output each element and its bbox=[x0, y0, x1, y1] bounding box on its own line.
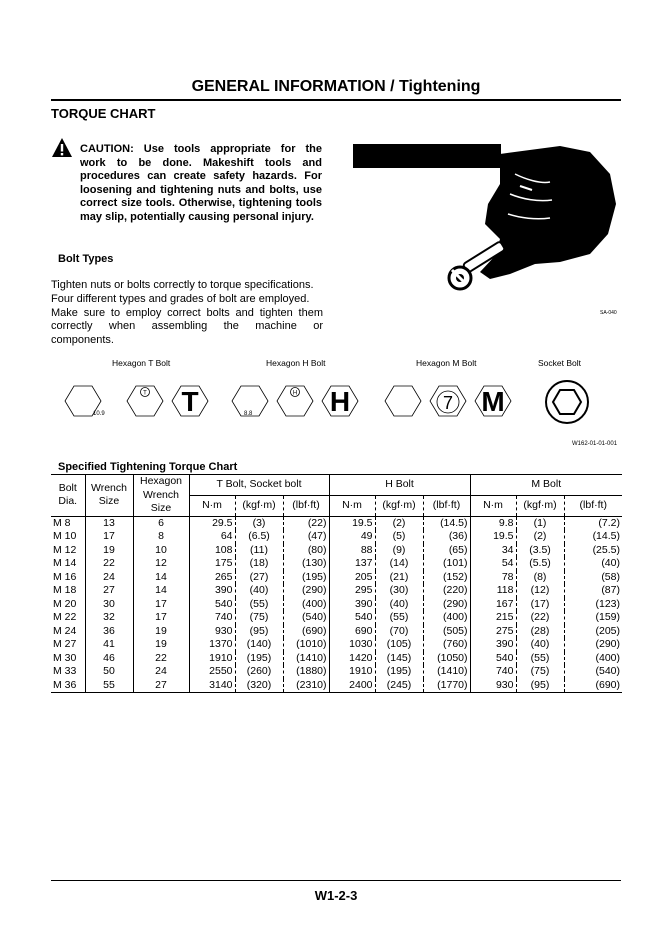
bolt-dia-header: Bolt Dia. bbox=[51, 475, 85, 517]
t-bolt-nm-cell: 3140 bbox=[189, 679, 235, 693]
t-bolt-lbfft-cell: (1010) bbox=[283, 638, 329, 652]
h-bolt-kgfm-cell: (5) bbox=[375, 530, 423, 544]
m-number-mark: 7 bbox=[442, 393, 454, 413]
caution-line: procedures can create safety hazards. For bbox=[80, 170, 322, 183]
t-bolt-nm-cell: 1910 bbox=[189, 652, 235, 666]
m-bolt-nm-cell: 540 bbox=[470, 652, 516, 666]
h-bolt-kgfm-cell: (195) bbox=[375, 665, 423, 679]
m-bolt-lbfft-cell: (290) bbox=[564, 638, 622, 652]
t-bolt-kgfm-cell: (55) bbox=[235, 598, 283, 612]
m-bolt-nm-cell: 118 bbox=[470, 584, 516, 598]
hex-wrench-size-cell: 19 bbox=[133, 638, 189, 652]
t-bolt-kgfm-cell: (195) bbox=[235, 652, 283, 666]
hex-wrench-size-cell: 6 bbox=[133, 516, 189, 530]
h-bolt-lbfft-cell: (400) bbox=[423, 611, 470, 625]
bolt-dia-cell: M 30 bbox=[53, 651, 77, 664]
h-bolt-lbfft-cell: (220) bbox=[423, 584, 470, 598]
m-bolt-kgfm-cell: (17) bbox=[516, 598, 564, 612]
unit-header-nm: N·m bbox=[470, 495, 516, 516]
section-title: TORQUE CHART bbox=[51, 106, 156, 121]
t-bolt-lbfft-cell: (690) bbox=[283, 625, 329, 639]
bolt-dia-cell: M 16 bbox=[53, 570, 77, 583]
m-bolt-nm-cell: 19.5 bbox=[470, 530, 516, 544]
hex-wrench-size-cell: 10 bbox=[133, 544, 189, 558]
unit-header-kgfm: (kgf·m) bbox=[235, 495, 283, 516]
h-bolt-lbfft-cell: (152) bbox=[423, 571, 470, 585]
m-bolt-nm-cell: 34 bbox=[470, 544, 516, 558]
hex-wrench-size-cell: 24 bbox=[133, 665, 189, 679]
hand-wrench-illustration bbox=[440, 144, 616, 296]
t-bolt-nm-cell: 390 bbox=[189, 584, 235, 598]
t-bolt-lbfft-cell: (1410) bbox=[283, 652, 329, 666]
t-bolt-kgfm-cell: (320) bbox=[235, 679, 283, 693]
t-bolt-kgfm-cell: (11) bbox=[235, 544, 283, 558]
bolt-dia-cell: M 27 bbox=[53, 638, 77, 650]
unit-header-kgfm: (kgf·m) bbox=[375, 495, 423, 516]
h-bolt-lbfft-cell: (290) bbox=[423, 598, 470, 612]
table-row bbox=[51, 665, 622, 679]
t-bolt-lbfft-cell: (47) bbox=[283, 530, 329, 544]
t-bolt-kgfm-cell: (260) bbox=[235, 665, 283, 679]
h-bolt-lbfft-cell: (1410) bbox=[423, 665, 470, 679]
t-bolt-lbfft-cell: (130) bbox=[283, 557, 329, 571]
page-number: W1-2-3 bbox=[314, 888, 358, 903]
h-bolt-nm-cell: 205 bbox=[329, 571, 375, 585]
torque-table bbox=[51, 474, 622, 693]
m-bolt-lbfft-cell: (87) bbox=[564, 584, 622, 598]
h-bolt-lbfft-cell: (1770) bbox=[423, 679, 470, 693]
h-bolt-nm-cell: 295 bbox=[329, 584, 375, 598]
table-row bbox=[51, 625, 622, 639]
h-bolt-nm-cell: 390 bbox=[329, 598, 375, 612]
t-bolt-nm-cell: 64 bbox=[189, 530, 235, 544]
wrench-size-cell: 50 bbox=[85, 665, 133, 679]
t-bolt-kgfm-cell: (40) bbox=[235, 584, 283, 598]
t-bolt-lbfft-cell: (22) bbox=[283, 516, 329, 530]
t-bolt-kgfm-cell: (27) bbox=[235, 571, 283, 585]
hexagon-t-bolt-label: Hexagon T Bolt bbox=[112, 358, 171, 368]
wrench-size-cell: 22 bbox=[85, 557, 133, 571]
wrench-size-cell: 30 bbox=[85, 598, 133, 612]
unit-header-lbfft: (lbf·ft) bbox=[283, 495, 329, 516]
h-bolt-nm-cell: 1910 bbox=[329, 665, 375, 679]
h-bolt-kgfm-cell: (105) bbox=[375, 638, 423, 652]
t-bolt-kgfm-cell: (3) bbox=[235, 516, 283, 530]
bolt-dia-cell: M 14 bbox=[53, 557, 77, 569]
h-bolt-header: H Bolt bbox=[329, 475, 470, 496]
m-bolt-kgfm-cell: (2) bbox=[516, 530, 564, 544]
socket-bolt-label: Socket Bolt bbox=[538, 358, 581, 368]
h-bolt-kgfm-cell: (70) bbox=[375, 625, 423, 639]
caution-warning-icon bbox=[51, 137, 73, 159]
m-bolt-lbfft-cell: (7.2) bbox=[564, 516, 622, 530]
unit-header-lbfft: (lbf·ft) bbox=[564, 495, 622, 516]
bolt-dia-cell: M 36 bbox=[51, 679, 85, 693]
m-bolt-nm-cell: 78 bbox=[470, 571, 516, 585]
bolt-dia-cell: M 12 bbox=[53, 543, 77, 556]
t-bolt-lbfft-cell: (1880) bbox=[283, 665, 329, 679]
bolt-dia-cell: M 18 bbox=[53, 584, 77, 596]
t-bolt-lbfft-cell: (2310) bbox=[283, 679, 329, 693]
wrench-size-cell: 32 bbox=[85, 611, 133, 625]
h-bolt-kgfm-cell: (145) bbox=[375, 652, 423, 666]
unit-header-nm: N·m bbox=[329, 495, 375, 516]
h-bolt-lbfft-cell: (65) bbox=[423, 544, 470, 558]
table-row bbox=[51, 679, 622, 693]
h-bolt-kgfm-cell: (30) bbox=[375, 584, 423, 598]
caution-line: work to be done. Makeshift tools and bbox=[80, 156, 322, 169]
m-bolt-nm-cell: 390 bbox=[470, 638, 516, 652]
m-bolt-kgfm-cell: (22) bbox=[516, 611, 564, 625]
paragraph-line: Tighten nuts or bolts correctly to torque specifications. bbox=[51, 279, 314, 291]
hexagon-m-bolt-label: Hexagon M Bolt bbox=[416, 358, 477, 368]
table-row bbox=[51, 530, 622, 544]
m-bolt-lbfft-cell: (159) bbox=[564, 611, 622, 625]
table-row bbox=[51, 557, 622, 571]
m-bolt-lbfft-cell: (14.5) bbox=[564, 530, 622, 544]
caution-line: CAUTION: Use tools appropriate for the bbox=[80, 143, 322, 155]
table-row bbox=[51, 652, 622, 666]
h-bolt-nm-cell: 137 bbox=[329, 557, 375, 571]
m-bolt-kgfm-cell: (28) bbox=[516, 625, 564, 639]
h-bolt-lbfft-cell: (505) bbox=[423, 625, 470, 639]
table-row bbox=[51, 638, 622, 652]
t-bolt-lbfft-cell: (195) bbox=[283, 571, 329, 585]
hex-wrench-size-cell: 14 bbox=[133, 584, 189, 598]
h-bolt-kgfm-cell: (245) bbox=[375, 679, 423, 693]
caution-line: loosening and tightening nuts and bolts, use bbox=[80, 183, 322, 196]
page-header-title: GENERAL INFORMATION / Tightening bbox=[191, 78, 481, 95]
table-row bbox=[51, 611, 622, 625]
hex-wrench-size-cell: 12 bbox=[133, 557, 189, 571]
h-bolt-lbfft-cell: (1050) bbox=[423, 652, 470, 666]
m-bolt-kgfm-cell: (55) bbox=[516, 652, 564, 666]
t-grade-mark: 10.9 bbox=[93, 411, 105, 417]
h-letter-mark: H bbox=[329, 386, 351, 417]
wrench-size-cell: 13 bbox=[85, 516, 133, 530]
m-bolt-lbfft-cell: (690) bbox=[564, 679, 622, 693]
table-row bbox=[51, 571, 622, 585]
t-bolt-kgfm-cell: (140) bbox=[235, 638, 283, 652]
h-bolt-kgfm-cell: (40) bbox=[375, 598, 423, 612]
paragraph-line: correctly when assembling the machine or bbox=[51, 320, 323, 333]
h-bolt-kgfm-cell: (9) bbox=[375, 544, 423, 558]
hex-wrench-size-cell: 22 bbox=[133, 652, 189, 666]
m-bolt-kgfm-cell: (8) bbox=[516, 571, 564, 585]
m-bolt-nm-cell: 215 bbox=[470, 611, 516, 625]
h-bolt-lbfft-cell: (101) bbox=[423, 557, 470, 571]
m-bolt-lbfft-cell: (205) bbox=[564, 625, 622, 639]
wrench-size-cell: 24 bbox=[85, 571, 133, 585]
m-bolt-kgfm-cell: (95) bbox=[516, 679, 564, 693]
h-bolt-nm-cell: 540 bbox=[329, 611, 375, 625]
t-bolt-nm-cell: 930 bbox=[189, 625, 235, 639]
m-bolt-kgfm-cell: (5.5) bbox=[516, 557, 564, 571]
t-letter-mark: T bbox=[181, 386, 199, 417]
m-bolt-kgfm-cell: (1) bbox=[516, 516, 564, 530]
t-bolt-lbfft-cell: (400) bbox=[283, 598, 329, 612]
h-bolt-kgfm-cell: (55) bbox=[375, 611, 423, 625]
header-rule bbox=[51, 99, 621, 101]
m-bolt-nm-cell: 9.8 bbox=[470, 516, 516, 530]
caution-line: correct size tools. Otherwise, tightening tools bbox=[80, 197, 322, 210]
m-bolt-lbfft-cell: (123) bbox=[564, 598, 622, 612]
h-bolt-nm-cell: 88 bbox=[329, 544, 375, 558]
bolt-dia-cell: M 22 bbox=[53, 611, 77, 623]
h-bolt-nm-cell: 690 bbox=[329, 625, 375, 639]
h-bolt-nm-cell: 49 bbox=[329, 530, 375, 544]
t-bolt-nm-cell: 108 bbox=[189, 544, 235, 558]
footer-rule bbox=[51, 880, 621, 881]
t-symbol-mark: T bbox=[143, 390, 147, 397]
h-bolt-kgfm-cell: (21) bbox=[375, 571, 423, 585]
t-bolt-lbfft-cell: (290) bbox=[283, 584, 329, 598]
h-bolt-lbfft-cell: (36) bbox=[423, 530, 470, 544]
hex-wrench-size-cell: 27 bbox=[133, 679, 189, 693]
unit-header-kgfm: (kgf·m) bbox=[516, 495, 564, 516]
paragraph-line: Make sure to employ correct bolts and tighten them bbox=[51, 306, 323, 319]
t-bolt-nm-cell: 740 bbox=[189, 611, 235, 625]
wrench-size-cell: 46 bbox=[85, 652, 133, 666]
h-symbol-mark: H bbox=[292, 390, 298, 397]
t-bolt-nm-cell: 265 bbox=[189, 571, 235, 585]
hexagon-h-bolt-label: Hexagon H Bolt bbox=[266, 358, 326, 368]
table-row bbox=[51, 584, 622, 598]
t-bolt-kgfm-cell: (18) bbox=[235, 557, 283, 571]
paragraph-line: components. bbox=[51, 334, 114, 347]
t-bolt-lbfft-cell: (80) bbox=[283, 544, 329, 558]
hex-wrench-size-cell: 17 bbox=[133, 598, 189, 612]
t-bolt-header: T Bolt, Socket bolt bbox=[189, 475, 329, 496]
hex-wrench-size-cell: 8 bbox=[133, 530, 189, 544]
hex-head-m-plain bbox=[385, 386, 421, 416]
wrench-size-cell: 55 bbox=[85, 679, 133, 693]
unit-header-nm: N·m bbox=[189, 495, 235, 516]
wrench-size-cell: 19 bbox=[85, 544, 133, 558]
m-bolt-header: M Bolt bbox=[470, 475, 622, 496]
m-bolt-nm-cell: 275 bbox=[470, 625, 516, 639]
torque-table-body bbox=[51, 516, 622, 693]
h-bolt-nm-cell: 1420 bbox=[329, 652, 375, 666]
h-bolt-kgfm-cell: (14) bbox=[375, 557, 423, 571]
paragraph-line: Four different types and grades of bolt are employed. bbox=[51, 292, 310, 305]
bolt-dia-cell: M 8 bbox=[53, 516, 71, 529]
wrench-size-cell: 41 bbox=[85, 638, 133, 652]
h-grade-mark: 8.8 bbox=[244, 411, 253, 417]
m-bolt-nm-cell: 167 bbox=[470, 598, 516, 612]
h-bolt-lbfft-cell: (14.5) bbox=[423, 516, 470, 530]
hex-wrench-size-cell: 19 bbox=[133, 625, 189, 639]
m-bolt-kgfm-cell: (40) bbox=[516, 638, 564, 652]
bolt-types-heading: Bolt Types bbox=[58, 253, 114, 265]
m-bolt-lbfft-cell: (25.5) bbox=[564, 544, 622, 558]
bolt-dia-cell: M 20 bbox=[53, 597, 77, 610]
wrench-size-cell: 27 bbox=[85, 584, 133, 598]
bolt-types-diagram bbox=[51, 372, 622, 438]
h-bolt-lbfft-cell: (760) bbox=[423, 638, 470, 652]
hex-wrench-size-cell: 14 bbox=[133, 571, 189, 585]
t-bolt-lbfft-cell: (540) bbox=[283, 611, 329, 625]
table-row bbox=[51, 516, 622, 530]
h-bolt-kgfm-cell: (2) bbox=[375, 516, 423, 530]
bolt-dia-cell: M 10 bbox=[53, 530, 77, 542]
bolt-dia-cell: M 24 bbox=[53, 624, 77, 637]
wrench-size-cell: 36 bbox=[85, 625, 133, 639]
t-bolt-nm-cell: 1370 bbox=[189, 638, 235, 652]
m-bolt-nm-cell: 740 bbox=[470, 665, 516, 679]
h-bolt-nm-cell: 1030 bbox=[329, 638, 375, 652]
t-bolt-nm-cell: 2550 bbox=[189, 665, 235, 679]
bolt-figure-code: W162-01-01-001 bbox=[572, 441, 618, 447]
torque-chart-title: Specified Tightening Torque Chart bbox=[58, 461, 238, 473]
m-bolt-lbfft-cell: (540) bbox=[564, 665, 622, 679]
t-bolt-nm-cell: 175 bbox=[189, 557, 235, 571]
table-row bbox=[51, 598, 622, 612]
caution-line: may slip, potentially causing personal injury. bbox=[80, 210, 314, 223]
m-letter-mark: M bbox=[481, 386, 505, 417]
m-bolt-kgfm-cell: (3.5) bbox=[516, 544, 564, 558]
m-bolt-lbfft-cell: (58) bbox=[564, 571, 622, 585]
m-bolt-lbfft-cell: (400) bbox=[564, 652, 622, 666]
bolt-types-paragraph bbox=[51, 279, 323, 348]
wrench-size-header: Wrench Size bbox=[85, 475, 133, 517]
m-bolt-nm-cell: 930 bbox=[470, 679, 516, 693]
wrench-size-cell: 17 bbox=[85, 530, 133, 544]
t-bolt-nm-cell: 540 bbox=[189, 598, 235, 612]
m-bolt-lbfft-cell: (40) bbox=[564, 557, 622, 571]
t-bolt-nm-cell: 29.5 bbox=[189, 516, 235, 530]
m-bolt-kgfm-cell: (75) bbox=[516, 665, 564, 679]
unit-header-lbfft: (lbf·ft) bbox=[423, 495, 470, 516]
figure-code: SA-040 bbox=[600, 310, 617, 316]
hex-wrench-size-header: Hexagon Wrench Size bbox=[133, 475, 189, 517]
table-row bbox=[51, 544, 622, 558]
m-bolt-nm-cell: 54 bbox=[470, 557, 516, 571]
bolt-dia-cell: M 33 bbox=[53, 665, 77, 677]
t-bolt-kgfm-cell: (6.5) bbox=[235, 530, 283, 544]
caution-text bbox=[80, 143, 322, 225]
h-bolt-nm-cell: 2400 bbox=[329, 679, 375, 693]
t-bolt-kgfm-cell: (95) bbox=[235, 625, 283, 639]
hex-wrench-size-cell: 17 bbox=[133, 611, 189, 625]
h-bolt-nm-cell: 19.5 bbox=[329, 516, 375, 530]
t-bolt-kgfm-cell: (75) bbox=[235, 611, 283, 625]
m-bolt-kgfm-cell: (12) bbox=[516, 584, 564, 598]
